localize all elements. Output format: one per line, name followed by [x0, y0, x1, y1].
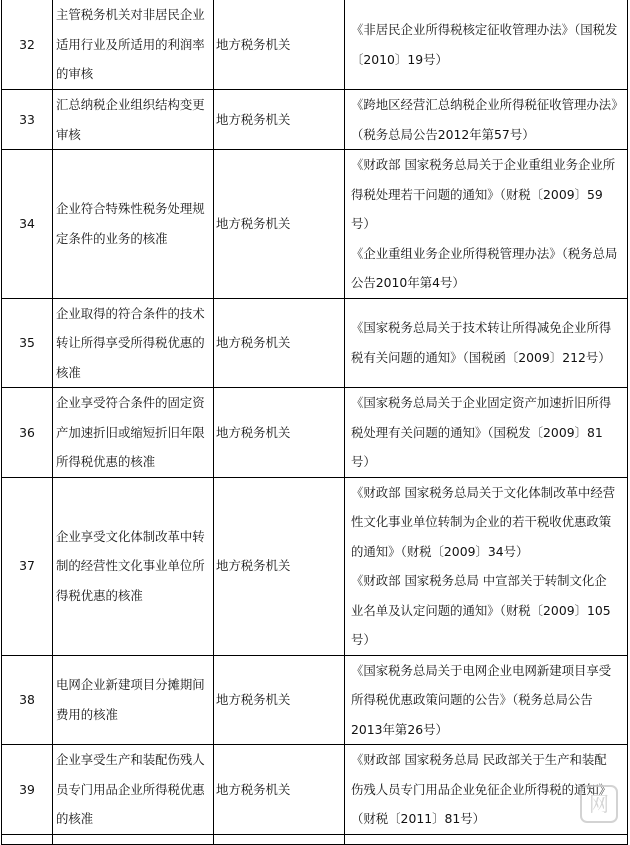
legal-basis-document: 《国家税务总局关于企业固定资产加速折旧所得税处理有关问题的通知》（国税发〔2009〕81号）: [351, 395, 612, 469]
implementing-authority: 地方税务机关: [214, 745, 345, 835]
table-row: [2, 90, 628, 150]
row-number: 36: [2, 388, 53, 478]
implementing-authority: 地方税务机关: [214, 477, 345, 655]
row-number: 38: [2, 655, 53, 745]
legal-basis: [345, 0, 628, 90]
approval-item: 企业享受生产和装配伤残人员专门用品企业所得税优惠的核准: [53, 745, 214, 835]
legal-basis: [345, 90, 628, 150]
legal-basis: [345, 477, 628, 655]
approval-item: 企业享受文化体制改革中转制的经营性文化事业单位所得税优惠的核准: [53, 477, 214, 655]
legal-basis: [345, 298, 628, 388]
row-number: 39: [2, 745, 53, 835]
table-row: [2, 150, 628, 299]
legal-basis: [345, 388, 628, 478]
approval-item: [53, 835, 214, 845]
approval-item: 企业取得的符合条件的技术转让所得享受所得税优惠的核准: [53, 298, 214, 388]
implementing-authority: 地方税务机关: [214, 90, 345, 150]
table-row: [2, 298, 628, 388]
approval-item: 企业符合特殊性税务处理规定条件的业务的核准: [53, 150, 214, 299]
approval-item: 企业享受符合条件的固定资产加速折旧或缩短折旧年限所得税优惠的核准: [53, 388, 214, 478]
legal-basis-document: 《企业重组业务企业所得税管理办法》（税务总局公告2010年第4号）: [351, 245, 618, 290]
legal-basis-document: 《财政部 国家税务总局关于文化体制改革中经营性文化事业单位转制为企业的若干税收优惠政策的通知》（财税〔2009〕34号）: [351, 484, 616, 559]
legal-basis-document: 《国家税务总局关于电网企业电网新建项目享受所得税优惠政策问题的公告》（税务总局公告2013年第26号）: [351, 662, 612, 737]
table-row: [2, 655, 628, 745]
legal-basis-document: 《财政部 国家税务总局 民政部关于生产和装配伤残人员专门用品企业免征企业所得税的通知》（财税〔2011〕81号）: [351, 752, 612, 827]
approval-item: 主管税务机关对非居民企业适用行业及所适用的利润率的审核: [53, 0, 214, 90]
legal-basis: [345, 835, 628, 845]
implementing-authority: 地方税务机关: [214, 655, 345, 745]
approval-item: 电网企业新建项目分摊期间费用的核准: [53, 655, 214, 745]
row-number: 32: [2, 0, 53, 90]
row-number: 37: [2, 477, 53, 655]
implementing-authority: [214, 835, 345, 845]
table-row: [2, 388, 628, 478]
implementing-authority: 地方税务机关: [214, 388, 345, 478]
legal-basis-document: 《非居民企业所得税核定征收管理办法》（国税发〔2010〕19号）: [351, 22, 618, 67]
implementing-authority: 地方税务机关: [214, 298, 345, 388]
tax-items-table: [1, 0, 628, 845]
implementing-authority: 地方税务机关: [214, 150, 345, 299]
legal-basis: [345, 150, 628, 299]
legal-basis: [345, 655, 628, 745]
legal-basis-document: 《国家税务总局关于技术转让所得减免企业所得税有关问题的通知》（国税函〔2009〕212号）: [351, 320, 612, 365]
row-number: 35: [2, 298, 53, 388]
legal-basis-document: 《财政部 国家税务总局 中宣部关于转制文化企业名单及认定问题的通知》（财税〔2009〕105号）: [351, 573, 611, 647]
legal-basis-document: 《财政部 国家税务总局关于企业重组业务企业所得税处理若干问题的通知》（财税〔2009〕59号）: [351, 157, 616, 231]
row-number: 34: [2, 150, 53, 299]
table-row: [2, 835, 628, 845]
row-number: [2, 835, 53, 845]
table-body: [2, 0, 628, 845]
table-row: [2, 745, 628, 835]
table-row: [2, 0, 628, 90]
approval-item: 汇总纳税企业组织结构变更审核: [53, 90, 214, 150]
table-row: [2, 477, 628, 655]
legal-basis-document: 《跨地区经营汇总纳税企业所得税征收管理办法》（税务总局公告2012年第57号）: [351, 97, 618, 142]
row-number: 33: [2, 90, 53, 150]
watermark-logo: 网: [580, 785, 618, 823]
implementing-authority: 地方税务机关: [214, 0, 345, 90]
